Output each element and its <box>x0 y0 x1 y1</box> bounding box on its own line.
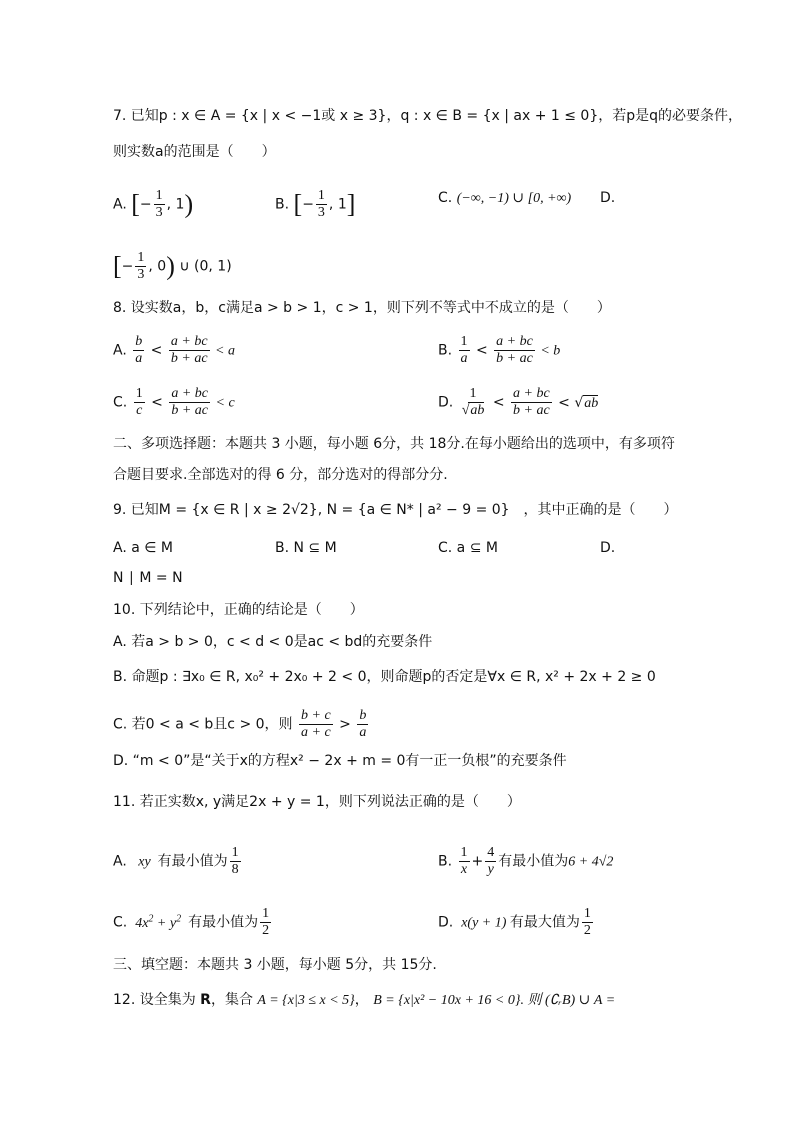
q7-option-d-label: D. <box>600 190 616 206</box>
q9-option-a: A. a ∈ M <box>113 540 173 556</box>
q8-option-d: D. $\frac{1}{√ab}$ < $\frac{a + bc}{b + ac}$ < √ab <box>438 386 599 418</box>
q7-option-c <box>438 188 571 209</box>
q7-option-b: B. [− $\frac{1}{3}$ , 1] <box>275 188 356 220</box>
q7-option-d-value: [− $\frac{1}{3}$ , 0) ∪ (0, 1) <box>113 250 232 282</box>
q7-option-c-value: (−∞, −1) ∪ [0, +∞) <box>456 191 572 206</box>
q9-stem: 9. 已知M = {x ∈ R | x ≥ 2√2}, N = {a ∈ N* | a² − 9 = 0} ，其中正确的是（ ） <box>113 502 678 518</box>
q8-stem: 8. 设实数a，b，c满足a > b > 1，c > 1，则下列不等式中不成立的是（ ） <box>113 300 611 316</box>
q10-option-a: A. 若a > b > 0，c < d < 0是ac < bd的充要条件 <box>113 634 433 650</box>
q8-option-c: C. $\frac{1}{c}$ < $\frac{a + bc}{b + ac}$ < c <box>113 386 235 418</box>
section-2-title: 二、多项选择题：本题共 3 小题，每小题 6分，共 18分.在每小题给出的选项中，有多项符 <box>113 436 675 452</box>
q11-option-b: B. $\frac{1}{x}$ + $\frac{4}{y}$ 有最小值为6 + 4√2 <box>438 845 614 877</box>
q11-option-c: C. $4x^2 + y^2$ 有最小值为 $\frac{1}{2}$ <box>113 906 270 938</box>
q7-option-a-label: A. <box>113 196 127 213</box>
q11-stem: 11. 若正实数x, y满足2x + y = 1，则下列说法正确的是（ ） <box>113 794 521 810</box>
section-2-title-2: 合题目要求.全部选对的得 6 分，部分选对的得部分分. <box>113 467 448 483</box>
q10-option-b: B. 命题p : ∃x₀ ∈ R, x₀² + 2x₀ + 2 < 0，则命题p的否定是∀x ∈ R, x² + 2x + 2 ≥ 0 <box>113 669 656 685</box>
q9-option-d-value: N ∣ M = N <box>113 570 183 586</box>
section-3-title: 三、填空题：本题共 3 小题，每小题 5分，共 15分. <box>113 957 437 973</box>
q10-option-d: D. “m < 0”是“关于x的方程x² − 2x + m = 0有一正一负根”的充要条件 <box>113 753 567 769</box>
q9-option-c: C. a ⊆ M <box>438 540 498 556</box>
q7-option-a: A. [− $\frac{1}{3}$ , 1) <box>113 188 194 220</box>
q7-stem-text: 7. 已知p : x ∈ A = {x | x < −1或 x ≥ 3}，q : x ∈ B = {x | ax + 1 ≤ 0}，若p是q的必要条件， <box>113 108 742 124</box>
q11-option-d: D. x(y + 1) 有最大值为 $\frac{1}{2}$ <box>438 906 591 938</box>
q9-option-d-label: D. <box>600 540 616 556</box>
q7-option-c-label: C. <box>438 190 453 206</box>
q7-option-b-label: B. <box>275 196 290 213</box>
q10-option-c: C. 若0 < a < b且c > 0，则 $\frac{b + c}{a + c}$ > $\frac{b}{a}$ <box>113 708 367 740</box>
q10-stem: 10. 下列结论中，正确的结论是（ ） <box>113 602 364 618</box>
q9-option-b: B. N ⊆ M <box>275 540 337 556</box>
q7-stem-2: 则实数a的范围是（ ） <box>113 144 276 160</box>
q8-option-b: B. $\frac{1}{a}$ < $\frac{a + bc}{b + ac}$ < b <box>438 334 561 366</box>
q12-stem: 12. 设全集为 R，集合 A = {x|3 ≤ x < 5}， B = {x|x² − 10x + 16 < 0}. 则 (∁ᵣB) ∪ A = <box>113 992 616 1008</box>
q11-option-a: A. xy 有最小值为 $\frac{1}{8}$ <box>113 845 239 877</box>
fraction: $\frac{1}{3}$ <box>155 188 163 220</box>
q7-stem <box>113 106 742 126</box>
q8-option-a: A. $\frac{b}{a}$ < $\frac{a + bc}{b + ac}$ < a <box>113 334 235 366</box>
